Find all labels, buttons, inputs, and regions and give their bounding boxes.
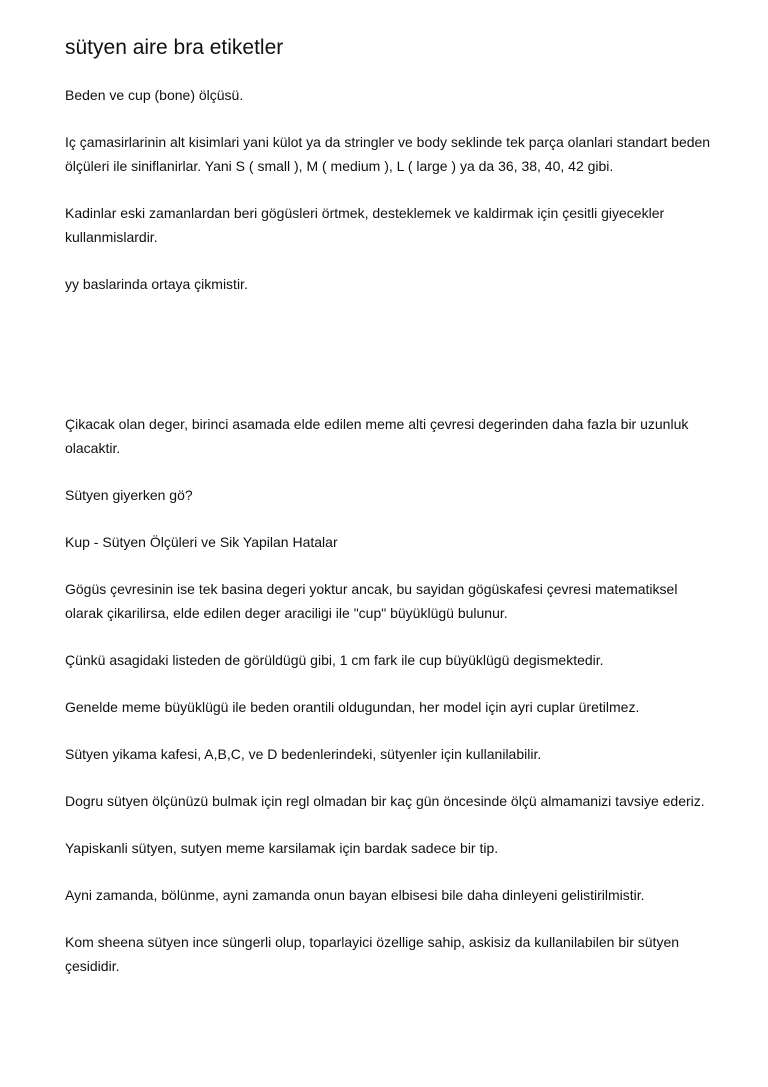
paragraph: Gögüs çevresinin ise tek basina degeri yoktur ancak, bu sayidan gögüskafesi çevresi matematiksel olarak çikarilirsa, elde edilen deger araciligi ile "cup" büyüklügü bulunur.	[65, 581, 678, 621]
paragraph: Dogru sütyen ölçünüzü bulmak için regl olmadan bir kaç gün öncesinde ölçü almamanizi tavsiye ederiz.	[65, 793, 705, 809]
paragraph: Beden ve cup (bone) ölçüsü.	[65, 87, 244, 103]
paragraph: Çikacak olan deger, birinci asamada elde edilen meme alti çevresi degerinden daha fazla bir uzunluk olacaktir.	[65, 416, 689, 456]
blank-space	[65, 319, 715, 412]
paragraph: Kup - Sütyen Ölçüleri ve Sik Yapilan Hatalar	[65, 534, 338, 550]
paragraph: Yapiskanli sütyen, sutyen meme karsilamak için bardak sadece bir tip.	[65, 840, 499, 856]
paragraph: Genelde meme büyüklügü ile beden orantili oldugundan, her model için ayri cuplar üretilmez.	[65, 699, 640, 715]
document-page	[65, 34, 715, 1001]
paragraph: Sütyen yikama kafesi, A,B,C, ve D bedenlerindeki, sütyenler için kullanilabilir.	[65, 746, 542, 762]
paragraph: Sütyen giyerken gö?	[65, 487, 193, 503]
paragraph: Iç çamasirlarinin alt kisimlari yani külot ya da stringler ve body seklinde tek parça olanlari standart beden ölçüleri ile siniflanirlar. Yani S ( small ), M ( medium ), L ( large ) ya da 36, 38, 40, 42 gibi.	[65, 134, 711, 174]
document-title: sütyen aire bra etiketler	[65, 36, 284, 59]
paragraph: Kom sheena sütyen ince süngerli olup, toparlayici özellige sahip, askisiz da kullanilabilen bir sütyen çesididir.	[65, 934, 680, 974]
paragraph: yy baslarinda ortaya çikmistir.	[65, 276, 248, 292]
paragraph: Ayni zamanda, bölünme, ayni zamanda onun bayan elbisesi bile daha dinleyeni gelistirilmistir.	[65, 887, 645, 903]
paragraph: Çünkü asagidaki listeden de görüldügü gibi, 1 cm fark ile cup büyüklügü degismektedir.	[65, 652, 604, 668]
paragraph: Kadinlar eski zamanlardan beri gögüsleri örtmek, desteklemek ve kaldirmak için çesitli giyecekler kullanmislardir.	[65, 205, 665, 245]
